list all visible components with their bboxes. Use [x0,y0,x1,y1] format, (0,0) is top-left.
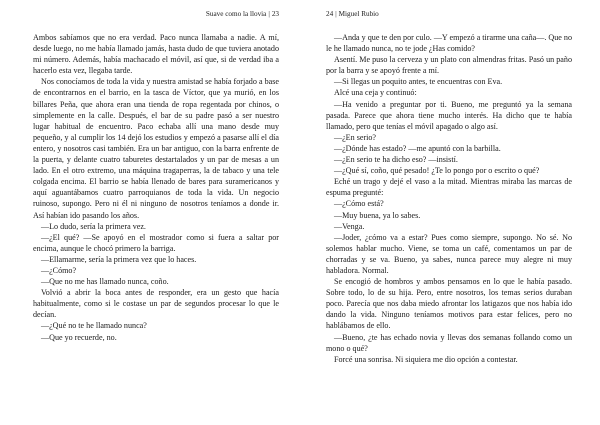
paragraph: —Que yo recuerde, no. [41,332,117,342]
paragraph: Se encogió de hombros y ambos pensamos en lo que le había pasado. Sobre todo, lo de su hija. Pero, entre nosotros, los temas serios duraban poco. Parecía que nos daba miedo afrontar los latigazos que nos había ido dando la vida. Ninguno teníamos motivos para estar felices, pero no hablábamos de ello. [326,277,572,331]
header-separator: | [335,10,337,18]
paragraph: —¿Qué no te he llamado nunca? [41,321,147,331]
page-number: 24 [326,10,334,18]
left-page [33,0,279,425]
author-name: Miguel Rubio [338,10,379,18]
paragraph: —Lo dudo, sería la primera vez. [41,221,146,231]
running-title: Suave como la llovia [205,10,267,18]
header-separator: | [268,10,270,18]
paragraph: —Bueno, ¿te has echado novia y llevas dos semanas follando como un mono o qué? [326,332,572,353]
paragraph: —Que no me has llamado nunca, coño. [41,277,169,287]
paragraph: Volvió a abrir la boca antes de responder, era un gesto que hacía habitualmente, como si le costase un par de segundos procesar lo que le decían. [33,288,279,320]
left-page-header [33,10,279,19]
paragraph: —Ellamarme, sería la primera vez que lo haces. [41,254,197,264]
paragraph: —Muy buena, ya lo sabes. [334,210,421,220]
paragraph: —¿El qué? —Se apoyó en el mostrador como si fuera a saltar por encima, aunque le chocó primero la barriga. [33,232,279,253]
paragraph: —Ha venido a preguntar por ti. Bueno, me preguntó ya la semana pasada. Parece que ahora tiene mucho interés. Ha dicho que te había llamado, pero que tenías el móvil apagado o algo así. [326,99,572,131]
left-page-text [33,32,279,343]
paragraph: Nos conocíamos de toda la vida y nuestra amistad se había forjado a base de encontrarnos en el barrio, en la tasca de Víctor, que ya murió, en los billares Peña, que ahora eran una tienda de ropa regentada por chinos, o simplemente en la calle. Después, el bar de su padre pasó a ser nuestro lugar habitual de encuentro. Paco echaba allí una mano desde muy pequeño, y al cumplir los 14 dejó los estudios y empezó a pasarse allí el día entero, y nosotros casi también. Era un bar antiguo, con la barra enfrente de la puerta, y delante cuatro taburetes destartalados y un par de mesas a un lado. En el otro extremo, una máquina tragaperras, la de tabaco y una tele colgada encima. El barrio se había llenado de bares para suramericanos y aquí aguantábamos cuatro parroquianos de toda la vida. Un negocio ruinoso, supongo. Pero ni él ni ninguno de nosotros teníamos a donde ir. Así habían ido pasando los años. [33,77,279,220]
right-page-text [326,32,572,365]
paragraph: —¿Cómo? [41,265,77,275]
paragraph: —¿En serio? [334,132,377,142]
paragraph: —Joder, ¿cómo va a estar? Pues como siempre, supongo. No sé. No solemos hablar mucho. Viene, se toma un café, comentamos un par de chorradas y se va. Bueno, ya sabes, nunca parece muy alegre ni muy habladora. Normal. [326,232,572,275]
paragraph: —¿En serio te ha dicho eso? —insistí. [334,155,458,165]
page-number: 23 [271,10,279,18]
paragraph: Ambos sabíamos que no era verdad. Paco nunca llamaba a nadie. A mí, desde luego, no me había llamado jamás, hasta dudo de que tuviera anotado mi número. Además, había machacado el móvil, así que, si de verdad iba a hacerlo esta vez, llegaba tarde. [33,33,279,76]
paragraph: —¿Dónde has estado? —me apuntó con la barbilla. [334,143,501,153]
paragraph: Forcé una sonrisa. Ni siquiera me dio opción a contestar. [334,354,518,364]
paragraph: Alcé una ceja y continuó: [334,88,417,98]
paragraph: —Si llegas un poquito antes, te encuentras con Eva. [334,77,503,87]
paragraph: Eché un trago y dejé el vaso a la mitad. Mientras miraba las marcas de espuma pregunté: [326,177,572,198]
paragraph: —¿Cómo está? [334,199,384,209]
paragraph: —Venga. [334,221,365,231]
paragraph: —Anda y que te den por culo. —Y empezó a tirarme una caña—. Que no le he llamado nunca, no te jode ¿Has comido? [326,33,572,54]
right-page-header [326,10,572,19]
paragraph: Asentí. Me puso la cerveza y un plato con almendras fritas. Pasó un paño por la barra y se apoyó frente a mí. [326,55,572,76]
paragraph: —¿Qué sí, coño, qué pesado! ¿Te lo pongo por o escrito o qué? [334,166,540,176]
right-page [326,0,572,425]
